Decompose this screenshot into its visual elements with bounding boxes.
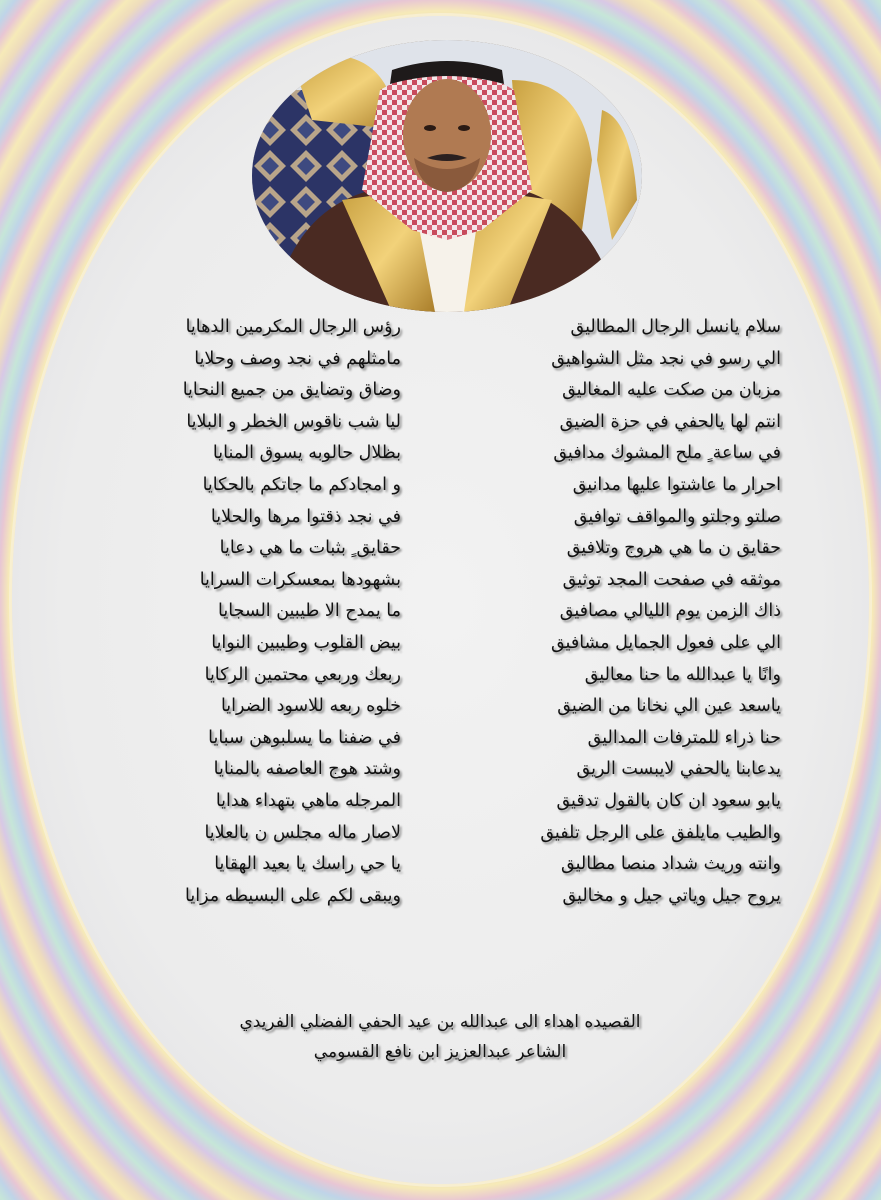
poem-line: ليا شب ناقوس الخطر و البلايا — [186, 411, 401, 432]
poem-line: وانًا يا عبدالله ما حنا معاليق — [584, 664, 781, 685]
poem-line: حقايق ن ما هي هروج وتلافيق — [566, 538, 781, 559]
poem-line: وانته وريث شداد منصا مطاليق — [561, 854, 781, 875]
poet-name-line: الشاعر عبدالعزيز ابن نافع القسومي — [313, 1042, 567, 1062]
poem-left-column — [71, 312, 401, 912]
poem-line: الي على فعول الجمايل مشافيق — [550, 632, 781, 653]
portrait-illustration — [252, 40, 642, 312]
poem-line: في ضفنا ما يسلبوهن سبايا — [208, 727, 401, 748]
poem-line: وشتد هوج العاصفه بالمنايا — [213, 759, 401, 780]
poem-line: لاصار ماله مجلس ن بالعلايا — [204, 822, 401, 843]
poem-line: صلتو وجلتو والمواقف توافيق — [573, 506, 781, 527]
poem-line: بظلال حالوبه يسوق المنايا — [212, 443, 401, 464]
poem-line: المرجله ماهي بتهداء هدايا — [215, 790, 401, 811]
poem-line: مزبان من صكت عليه المغاليق — [562, 380, 781, 401]
poem-line: ما يمدح الا طيبين السجايا — [218, 601, 401, 622]
poem-line: الي رسو في نجد مثل الشواهيق — [551, 348, 781, 369]
poem-line: ياسعد عين الي نخانا من الضيق — [557, 696, 781, 717]
poem-line: يا حي راسك يا بعيد الهقايا — [214, 854, 401, 875]
poem-line: بشهودها بمعسكرات السرايا — [199, 569, 401, 590]
poem-line: ذاك الزمن يوم الليالي مصافيق — [559, 601, 781, 622]
poem-line: يدعابنا يالحفي لايبست الريق — [576, 759, 781, 780]
poem-right-column — [446, 312, 781, 912]
poem-line: حنا ذراء للمترفات المداليق — [587, 727, 781, 748]
poem-line: في نجد ذقتوا مرها والحلايا — [210, 506, 401, 527]
poem-line: مامثلهم في نجد وصف وحلايا — [194, 348, 401, 369]
poem-line: ربعك وربعي محتمين الركايا — [204, 664, 401, 685]
poem-line: سلام يانسل الرجال المطاليق — [570, 317, 781, 337]
poem-line: بيض القلوب وطيبين النوايا — [211, 632, 401, 653]
poem-line: ويبقى لكم على البسيطه مزايا — [185, 885, 401, 906]
dedication-line: القصيده اهداء الى عبدالله بن عيد الحفي الفضلي الفريدي — [239, 1012, 641, 1032]
poem-line: و امجادكم ما جاتكم بالحكايا — [202, 474, 401, 495]
poem-line: موثقه في صفحت المجد توثيق — [562, 569, 781, 590]
poem-line: والطيب مايلفق على الرجل تلفيق — [540, 822, 781, 843]
poem-line: وضاق وتضايق من جميع النحايا — [182, 380, 401, 401]
poem-line: يابو سعود ان كان بالقول تدقيق — [556, 790, 781, 811]
poem-line: رؤس الرجال المكرمين الدهايا — [185, 317, 401, 337]
poem-line: خلوه ربعه للاسود الضرايا — [220, 696, 401, 717]
poem-line: يروح جيل وياتي جيل و مخاليق — [562, 885, 781, 906]
poem-line: في ساعة ٍ ملح المشوك مدافيق — [553, 443, 781, 464]
poem-line: حقايق ٍ بثبات ما هي دعايا — [219, 538, 401, 559]
poem-line: انتم لها يالحفي في حزة الضيق — [559, 411, 781, 432]
poem-line: احرار ما عاشتوا عليها مدانيق — [572, 474, 781, 495]
portrait-photo — [252, 40, 642, 312]
